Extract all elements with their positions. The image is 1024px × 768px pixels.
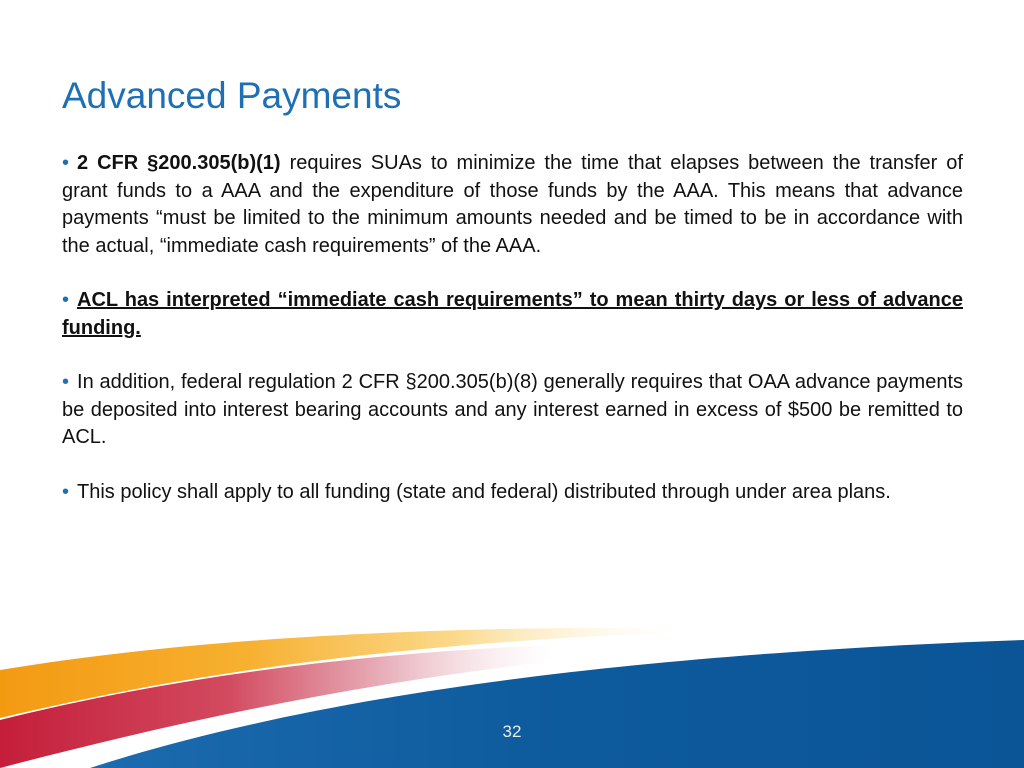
emphasis-underlined-text: ACL has interpreted “immediate cash requirements” to mean thirty days or less of advance funding. [62,289,963,339]
bullet-item-4 [62,479,963,507]
bullet-icon: • [62,152,70,174]
bullet-item-1 [62,150,963,260]
bullet-icon: • [62,371,70,393]
footer-swoosh-graphic [0,600,1024,768]
bullet-icon: • [62,480,70,503]
bullet-text: In addition, federal regulation 2 CFR §200.305(b)(8) generally requires that OAA advance payments be deposited into interest bearing accounts and any interest earned in excess of $500 be remitted to ACL. [62,371,963,448]
page-number: 32 [502,722,522,741]
bullet-icon: • [62,289,70,311]
bullet-item-3 [62,369,963,452]
bullet-text: requires SUAs to minimize the time that elapses between the transfer of grant funds to a AAA and the expenditure of those funds by the AAA. This means that advance payments “must be limited to the minimum amounts needed and be timed to be in accordance with the actual, “immediate cash requirements” of the AAA. [62,152,963,257]
bullet-item-2 [62,287,963,342]
citation-bold: 2 CFR §200.305(b)(1) [77,152,281,174]
bullet-text: This policy shall apply to all funding (state and federal) distributed through under area plans. [77,480,891,503]
bullet-list [62,150,963,533]
slide-title: Advanced Payments [62,75,402,116]
